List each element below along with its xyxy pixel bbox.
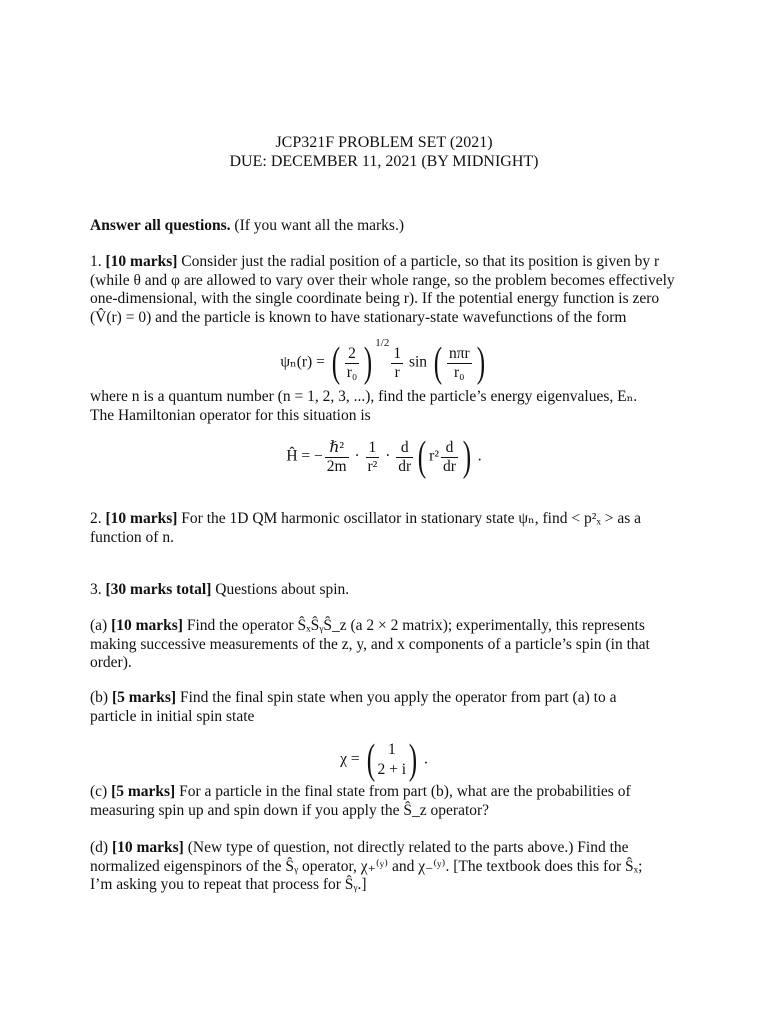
q3a-line-3: order). bbox=[90, 654, 132, 671]
q3-marks: [30 marks total] bbox=[105, 581, 212, 598]
question-3a bbox=[90, 617, 678, 673]
q1-line-2: (while θ and φ are allowed to vary over their whole range, so the problem becomes effectively bbox=[90, 271, 675, 289]
psi-frac-nrr: $\frac{\text{nπr}}{\text{r₀}}$ bbox=[448, 344, 470, 381]
equation-chi: χ = ( 1 2 + i ) . bbox=[340, 737, 428, 783]
equation-hamiltonian: Ĥ = − $\frac{\text{ℏ²}}{2m}$ · $\frac{1}{\text{r²}}$ · $\frac{d}{dr}$ ( r² $\frac{d}{dr}$ ) . bbox=[286, 434, 482, 480]
q3d-line-1: (d) [10 marks] (New type of question, not directly related to the parts above.) Find the bbox=[90, 839, 629, 856]
question-1 bbox=[90, 253, 678, 327]
q1-after-1: where n is a quantum number (n = 1, 2, 3, ...), find the particle’s energy eigenvalues, Eₙ. bbox=[90, 388, 638, 405]
q3a-line-1: (a) [10 marks] Find the operator ŜₓŜᵧŜ_z (a 2 × 2 matrix); experimentally, this represents bbox=[90, 617, 645, 634]
q1-continued bbox=[90, 388, 678, 425]
question-3: 3. [30 marks total] Questions about spin. bbox=[90, 581, 350, 598]
q3b-line-1: (b) [5 marks] Find the final spin state when you apply the operator from part (a) to a bbox=[90, 689, 617, 706]
q1-text-1: Consider just the radial position of a particle, so that its position is given by r bbox=[177, 253, 660, 270]
psi-lhs: ψₙ(r) = bbox=[280, 353, 329, 371]
intro-bold: Answer all questions. bbox=[90, 217, 231, 234]
question-3d bbox=[90, 839, 678, 895]
psi-frac-1-r: $\frac{1}{r}$ bbox=[393, 344, 402, 381]
q1-number: 1. bbox=[90, 253, 106, 270]
question-3b bbox=[90, 689, 678, 726]
q1-marks: [10 marks] bbox=[105, 253, 178, 270]
q3c-line-1: (c) [5 marks] For a particle in the final state from part (b), what are the probabilities of bbox=[90, 783, 631, 800]
q2-marks: [10 marks] bbox=[105, 510, 178, 527]
psi-exponent: 1/2 bbox=[375, 337, 390, 350]
psi-frac-2-r0: $\frac{2}{\text{r₀}}$ bbox=[346, 344, 358, 381]
h-frac-hbar: $\frac{\text{ℏ²}}{2m}$ bbox=[326, 438, 347, 475]
document-header bbox=[0, 133, 768, 171]
q3b-line-2: particle in initial spin state bbox=[90, 707, 255, 725]
q2-line-1: 2. [10 marks] For the 1D QM harmonic oscillator in stationary state ψₙ, find < p²ₓ > as a bbox=[90, 510, 642, 527]
header-title: JCP321F PROBLEM SET (2021) bbox=[275, 134, 493, 151]
q1-line-3: one-dimensional, with the single coordinate being r). If the potential energy function is zero bbox=[90, 290, 660, 307]
intro-paragraph bbox=[90, 217, 678, 236]
h-frac-1-r2: $\frac{1}{\text{r²}}$ bbox=[367, 438, 378, 475]
h-frac-d-dr: $\frac{d}{dr}$ bbox=[398, 438, 412, 475]
header-due-date: DUE: DECEMBER 11, 2021 (BY MIDNIGHT) bbox=[229, 153, 539, 170]
q1-line-1 bbox=[90, 253, 678, 272]
q2-line-2: function of n. bbox=[90, 528, 174, 546]
q3d-line-3: I’m asking you to repeat that process for Ŝᵧ.] bbox=[90, 876, 367, 893]
intro-rest: (If you want all the marks.) bbox=[230, 217, 404, 234]
q3c-line-2: measuring spin up and spin down if you apply the Ŝ_z operator? bbox=[90, 801, 490, 819]
q3a-line-2: making successive measurements of the z, y, and x components of a particle’s spin (in that bbox=[90, 635, 650, 653]
question-3c bbox=[90, 783, 678, 820]
question-2 bbox=[90, 510, 678, 547]
chi-vector: 1 2 + i bbox=[377, 741, 407, 778]
equation-psi: ψₙ(r) = ( $\frac{2}{\text{r₀}}$ ) $^{1/2}$ $\frac{1}{r}$ sin ( $\frac{\text{nπr}}{\text{r₀}}$ ) bbox=[280, 337, 485, 386]
q3d-line-2: normalized eigenspinors of the Ŝᵧ operator, χ₊⁽ʸ⁾ and χ₋⁽ʸ⁾. [The textbook does this for Ŝₓ; bbox=[90, 857, 643, 875]
h-frac-d-dr-inner: $\frac{d}{dr}$ bbox=[442, 438, 456, 475]
q1-line-4: (V̂(r) = 0) and the particle is known to have stationary-state wavefunctions of the form bbox=[90, 308, 627, 326]
q1-after-2: The Hamiltonian operator for this situation is bbox=[90, 406, 371, 424]
